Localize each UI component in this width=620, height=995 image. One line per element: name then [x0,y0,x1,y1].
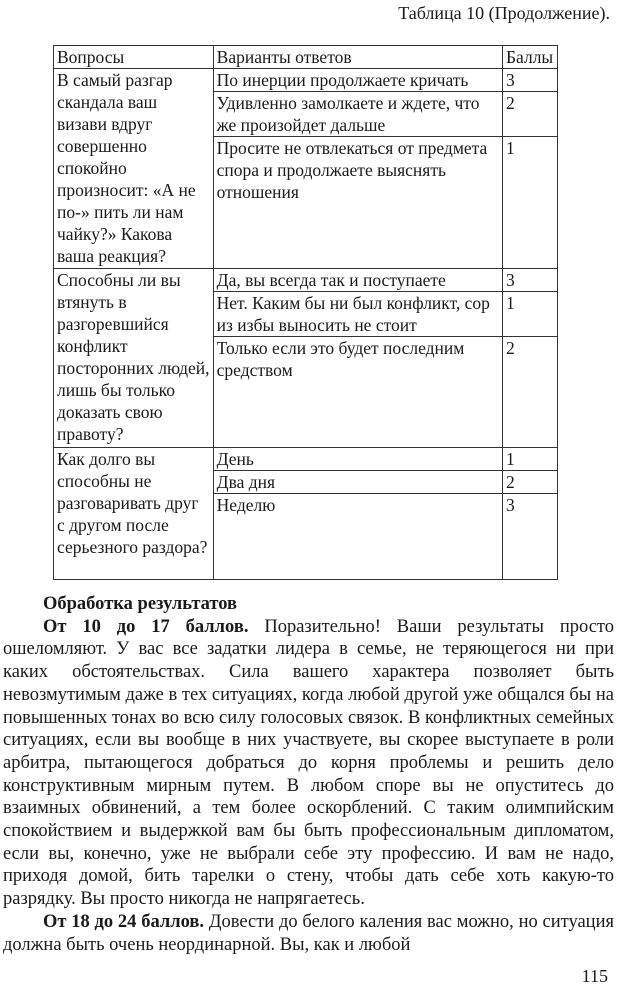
score-range-label: От 18 до 24 баллов. [43,911,205,932]
score-cell: 2 [503,337,558,448]
answer-cell: Только если это будет последним средством [213,337,502,448]
result-paragraph-1 [3,616,614,911]
header-scores: Баллы [503,46,558,69]
answer-cell: Нет. Каким бы ни был конфликт, сор из избы выносить не стоит [213,292,502,337]
header-questions: Вопросы [54,46,214,69]
result-text: Поразительно! Ваши результаты просто ошеломляют. У вас все задатки лидера в семье, не теряющегося ни при каких обстоятельствах. Сила вашего характера позволяет быть невозмутимым даже в тех ситуациях, когда любой другой уже общался бы на повышенных тонах во всю силу голосовых связок. В конфликтных семейных ситуациях, если вы вообще в них участвуете, вы скорее выступаете в роли арбитра, пытающегося добраться до корня проблемы и решить дело конструктивным мирным путем. В любом споре вы не опуститесь до взаимных обвинений, а тем более оскорблений. С таким олимпийским спокойствием и выдержкой вам бы быть профессиональным дипломатом, если вы, конечно, уже не выбрали себе эту профессию. И вам не надо, приходя домой, бить тарелки о стену, чтобы дать себе хоть какую-то разрядку. Вы просто никогда не напрягаетесь. [3,616,614,910]
table-caption: Таблица 10 (Продолжение). [398,3,610,23]
header-answers: Варианты ответов [213,46,502,69]
score-cell: 1 [503,292,558,337]
results-section [3,593,614,956]
question-cell: Способны ли вы втянуть в разгоревшийся конфликт посторонних людей, лишь бы только доказать свою правоту? [54,269,214,448]
answer-cell: Просите не отвлекаться от предмета спора и продолжаете выяснять отношения [213,137,502,269]
score-cell: 3 [503,494,558,580]
answer-cell: Неделю [213,494,502,580]
table-header-row [54,46,558,69]
score-cell: 3 [503,69,558,92]
table-row [54,448,558,471]
answer-cell: Два дня [213,471,502,494]
result-paragraph-2 [3,911,614,956]
score-cell: 2 [503,471,558,494]
score-range-label: От 10 до 17 баллов. [43,616,249,637]
score-cell: 3 [503,269,558,292]
questionnaire-table-wrap [53,45,558,580]
answer-cell: Да, вы всегда так и поступаете [213,269,502,292]
result-text: Довести до белого каления вас можно, но ситуация должна быть очень неординарной. Вы, как и любой [3,911,614,955]
table-row [54,69,558,92]
question-cell: Как долго вы способны не разговаривать друг с другом после серьезного раздора? [54,448,214,580]
score-cell: 1 [503,137,558,269]
answer-cell: По инерции продолжаете кричать [213,69,502,92]
score-cell: 1 [503,448,558,471]
page-number: 115 [581,966,608,986]
question-cell: В самый разгар скандала ваш визави вдруг совершенно спокойно произносит: «А не по-» пить ли нам чайку?» Какова ваша реакция? [54,69,214,269]
answer-cell: День [213,448,502,471]
answer-cell: Удивленно замолкаете и ждете, что же произойдет дальше [213,92,502,137]
table-row [54,269,558,292]
score-cell: 2 [503,92,558,137]
questionnaire-table [53,45,558,580]
results-heading: Обработка результатов [43,594,238,614]
